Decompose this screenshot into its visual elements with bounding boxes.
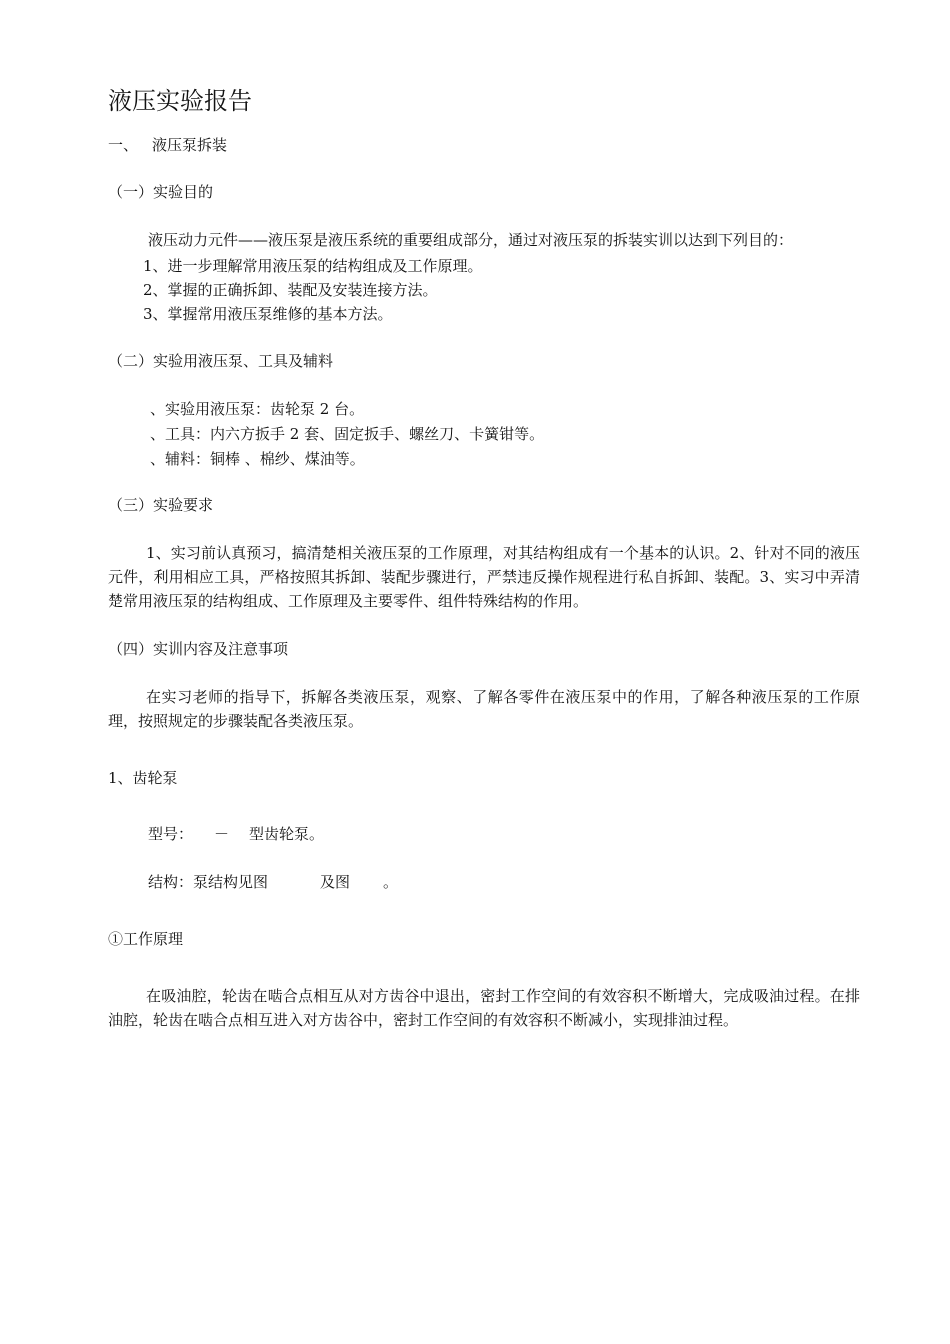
requirements-paragraph: 1、实习前认真预习，搞清楚相关液压泵的工作原理，对其结构组成有一个基本的认识。2、针对不同的液压元件，利用相应工具，严格按照其拆卸、装配步骤进行，严禁违反操作规程进行私自拆卸、装配。3、实习中弄清楚常用液压泵的结构组成、工作原理及主要零件、组件特殊结构的作用。 bbox=[108, 544, 860, 610]
subsection-heading-materials: （二）实验用液压泵、工具及辅料 bbox=[108, 352, 334, 370]
section-heading: 液压泵拆装 bbox=[152, 136, 228, 154]
purpose-item: 1、进一步理解常用液压泵的结构组成及工作原理。 bbox=[143, 257, 483, 275]
model-label: 型号： bbox=[148, 825, 194, 843]
gear-pump-heading: 1、齿轮泵 bbox=[108, 769, 178, 787]
structure-end: 。 bbox=[383, 873, 399, 891]
subsection-heading-content: （四）实训内容及注意事项 bbox=[108, 640, 289, 658]
purpose-intro: 液压动力元件——液压泵是液压系统的重要组成部分，通过对液压泵的拆装实训以达到下列目的： bbox=[148, 231, 794, 249]
model-dash: － bbox=[214, 825, 230, 843]
structure-and: 及图 bbox=[320, 873, 351, 891]
materials-item: 、实验用液压泵：齿轮泵 2 台。 bbox=[150, 400, 365, 418]
model-text: 型齿轮泵。 bbox=[249, 825, 325, 843]
materials-item: 、辅料：铜棒 、棉纱、煤油等。 bbox=[150, 450, 365, 468]
purpose-item: 2、掌握的正确拆卸、装配及安装连接方法。 bbox=[143, 281, 438, 299]
subsection-heading-requirements: （三）实验要求 bbox=[108, 496, 214, 514]
document-title: 液压实验报告 bbox=[108, 87, 252, 115]
structure-text: 结构：泵结构见图 bbox=[148, 873, 269, 891]
purpose-item: 3、掌握常用液压泵维修的基本方法。 bbox=[143, 305, 393, 323]
content-paragraph: 在实习老师的指导下，拆解各类液压泵，观察、了解各零件在液压泵中的作用，了解各种液压泵的工作原理，按照规定的步骤装配各类液压泵。 bbox=[108, 688, 860, 730]
subsection-heading-purpose: （一）实验目的 bbox=[108, 183, 214, 201]
materials-item: 、工具：内六方扳手 2 套、固定扳手、螺丝刀、卡簧钳等。 bbox=[150, 425, 545, 443]
section-number: 一、 bbox=[108, 136, 139, 154]
principle-paragraph: 在吸油腔，轮齿在啮合点相互从对方齿谷中退出，密封工作空间的有效容积不断增大，完成吸油过程。在排油腔，轮齿在啮合点相互进入对方齿谷中，密封工作空间的有效容积不断减小，实现排油过程。 bbox=[108, 987, 860, 1029]
principle-heading: ①工作原理 bbox=[108, 930, 184, 948]
